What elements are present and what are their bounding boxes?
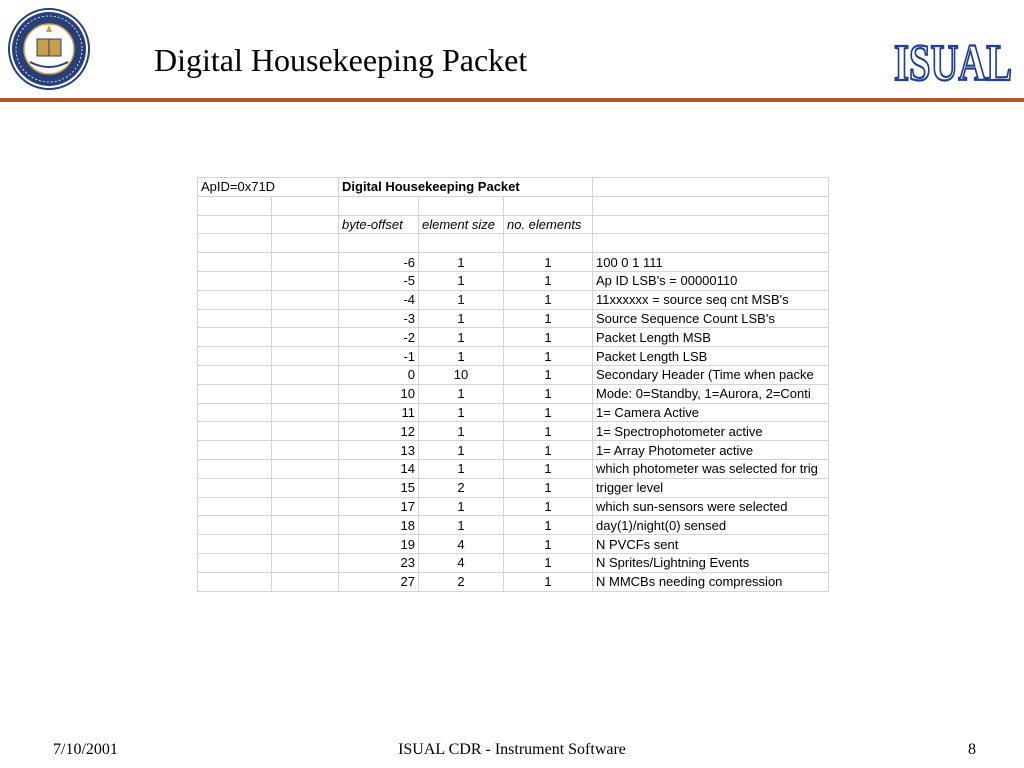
packet-table <box>197 177 829 592</box>
empty-cell <box>198 403 272 422</box>
empty-cell <box>198 309 272 328</box>
empty-cell <box>198 535 272 554</box>
table-row <box>198 422 829 441</box>
element-size-header: element size <box>419 215 504 234</box>
description-cell: which photometer was selected for trig <box>593 459 829 478</box>
description-cell: N MMCBs needing compression <box>593 572 829 591</box>
element-size-cell: 1 <box>419 441 504 460</box>
empty-cell <box>198 497 272 516</box>
byte-offset-cell: -3 <box>339 309 419 328</box>
element-size-cell: 1 <box>419 290 504 309</box>
table-row <box>198 365 829 384</box>
no-elements-cell: 1 <box>504 328 593 347</box>
table-row <box>198 290 829 309</box>
element-size-cell: 1 <box>419 422 504 441</box>
empty-cell <box>272 290 339 309</box>
table-row <box>198 253 829 272</box>
empty-cell <box>272 422 339 441</box>
empty-cell <box>198 572 272 591</box>
element-size-cell: 10 <box>419 365 504 384</box>
footer-date: 7/10/2001 <box>53 741 118 758</box>
description-cell: Packet Length LSB <box>593 347 829 366</box>
empty-cell <box>272 516 339 535</box>
no-elements-cell: 1 <box>504 365 593 384</box>
byte-offset-cell: -6 <box>339 253 419 272</box>
byte-offset-header: byte-offset <box>339 215 419 234</box>
description-cell: day(1)/night(0) sensed <box>593 516 829 535</box>
isual-logo <box>891 30 1016 86</box>
description-cell: trigger level <box>593 478 829 497</box>
empty-cell <box>272 478 339 497</box>
byte-offset-cell: -4 <box>339 290 419 309</box>
empty-cell <box>272 459 339 478</box>
description-cell: N Sprites/Lightning Events <box>593 553 829 572</box>
empty-cell <box>198 328 272 347</box>
byte-offset-cell: -1 <box>339 347 419 366</box>
table-row <box>198 271 829 290</box>
no-elements-header: no. elements <box>504 215 593 234</box>
table-row <box>198 328 829 347</box>
empty-cell <box>272 347 339 366</box>
no-elements-cell: 1 <box>504 572 593 591</box>
element-size-cell: 2 <box>419 478 504 497</box>
element-size-cell: 4 <box>419 553 504 572</box>
no-elements-cell: 1 <box>504 516 593 535</box>
byte-offset-cell: 17 <box>339 497 419 516</box>
empty-cell <box>272 253 339 272</box>
packet-title-cell: Digital Housekeeping Packet <box>339 178 593 197</box>
empty-cell <box>198 384 272 403</box>
element-size-cell: 1 <box>419 328 504 347</box>
spreadsheet-excerpt <box>197 177 829 593</box>
element-size-cell: 2 <box>419 572 504 591</box>
empty-cell <box>198 478 272 497</box>
byte-offset-cell: 18 <box>339 516 419 535</box>
empty-cell <box>272 535 339 554</box>
no-elements-cell: 1 <box>504 478 593 497</box>
empty-cell <box>198 553 272 572</box>
byte-offset-cell: 11 <box>339 403 419 422</box>
empty-cell <box>272 328 339 347</box>
table-title-row <box>198 178 829 197</box>
element-size-cell: 1 <box>419 497 504 516</box>
table-row <box>198 403 829 422</box>
empty-cell <box>198 253 272 272</box>
empty-cell <box>272 497 339 516</box>
byte-offset-cell: 10 <box>339 384 419 403</box>
element-size-cell: 1 <box>419 516 504 535</box>
empty-cell <box>198 347 272 366</box>
description-cell: Packet Length MSB <box>593 328 829 347</box>
element-size-cell: 1 <box>419 459 504 478</box>
description-cell: 100 0 1 111 <box>593 253 829 272</box>
empty-cell <box>593 178 829 197</box>
table-row <box>198 553 829 572</box>
element-size-cell: 1 <box>419 403 504 422</box>
no-elements-cell: 1 <box>504 347 593 366</box>
byte-offset-cell: 27 <box>339 572 419 591</box>
empty-cell <box>198 271 272 290</box>
element-size-cell: 4 <box>419 535 504 554</box>
element-size-cell: 1 <box>419 347 504 366</box>
no-elements-cell: 1 <box>504 441 593 460</box>
table-row <box>198 516 829 535</box>
byte-offset-cell: -5 <box>339 271 419 290</box>
table-row <box>198 497 829 516</box>
description-cell: which sun-sensors were selected <box>593 497 829 516</box>
table-row <box>198 478 829 497</box>
no-elements-cell: 1 <box>504 271 593 290</box>
table-row <box>198 347 829 366</box>
description-cell: 1= Array Photometer active <box>593 441 829 460</box>
description-cell: 11xxxxxx = source seq cnt MSB's <box>593 290 829 309</box>
footer-title: ISUAL CDR - Instrument Software <box>398 741 626 758</box>
element-size-cell: 1 <box>419 309 504 328</box>
byte-offset-cell: -2 <box>339 328 419 347</box>
description-cell: N PVCFs sent <box>593 535 829 554</box>
isual-logo-text: ISUAL <box>894 35 1012 86</box>
no-elements-cell: 1 <box>504 535 593 554</box>
no-elements-cell: 1 <box>504 290 593 309</box>
description-cell: 1= Camera Active <box>593 403 829 422</box>
empty-cell <box>198 441 272 460</box>
empty-cell <box>198 516 272 535</box>
blank-row <box>198 196 829 215</box>
element-size-cell: 1 <box>419 253 504 272</box>
byte-offset-cell: 0 <box>339 365 419 384</box>
element-size-cell: 1 <box>419 271 504 290</box>
apid-cell: ApID=0x71D <box>198 178 339 197</box>
description-cell: Mode: 0=Standby, 1=Aurora, 2=Conti <box>593 384 829 403</box>
no-elements-cell: 1 <box>504 553 593 572</box>
footer-page-number: 8 <box>968 741 976 758</box>
empty-cell <box>272 271 339 290</box>
empty-cell <box>198 422 272 441</box>
slide-title: Digital Housekeeping Packet <box>154 42 528 78</box>
byte-offset-cell: 14 <box>339 459 419 478</box>
no-elements-cell: 1 <box>504 384 593 403</box>
no-elements-cell: 1 <box>504 459 593 478</box>
description-cell: Ap ID LSB's = 00000110 <box>593 271 829 290</box>
description-cell: Source Sequence Count LSB's <box>593 309 829 328</box>
empty-cell <box>272 309 339 328</box>
empty-cell <box>272 572 339 591</box>
no-elements-cell: 1 <box>504 497 593 516</box>
university-seal-logo <box>8 8 90 90</box>
table-row <box>198 459 829 478</box>
byte-offset-cell: 23 <box>339 553 419 572</box>
no-elements-cell: 1 <box>504 403 593 422</box>
byte-offset-cell: 12 <box>339 422 419 441</box>
empty-cell <box>272 441 339 460</box>
no-elements-cell: 1 <box>504 253 593 272</box>
byte-offset-cell: 13 <box>339 441 419 460</box>
element-size-cell: 1 <box>419 384 504 403</box>
empty-cell <box>272 384 339 403</box>
empty-cell <box>272 403 339 422</box>
table-row <box>198 384 829 403</box>
description-cell: 1= Spectrophotometer active <box>593 422 829 441</box>
table-row <box>198 535 829 554</box>
description-cell: Secondary Header (Time when packe <box>593 365 829 384</box>
empty-cell <box>198 459 272 478</box>
byte-offset-cell: 19 <box>339 535 419 554</box>
table-row <box>198 441 829 460</box>
byte-offset-cell: 15 <box>339 478 419 497</box>
column-header-row <box>198 215 829 234</box>
no-elements-cell: 1 <box>504 422 593 441</box>
table-row <box>198 572 829 591</box>
empty-cell <box>272 365 339 384</box>
table-row <box>198 309 829 328</box>
empty-cell <box>272 553 339 572</box>
empty-cell <box>198 290 272 309</box>
blank-row <box>198 234 829 253</box>
empty-cell <box>198 365 272 384</box>
no-elements-cell: 1 <box>504 309 593 328</box>
title-divider <box>0 98 1024 102</box>
